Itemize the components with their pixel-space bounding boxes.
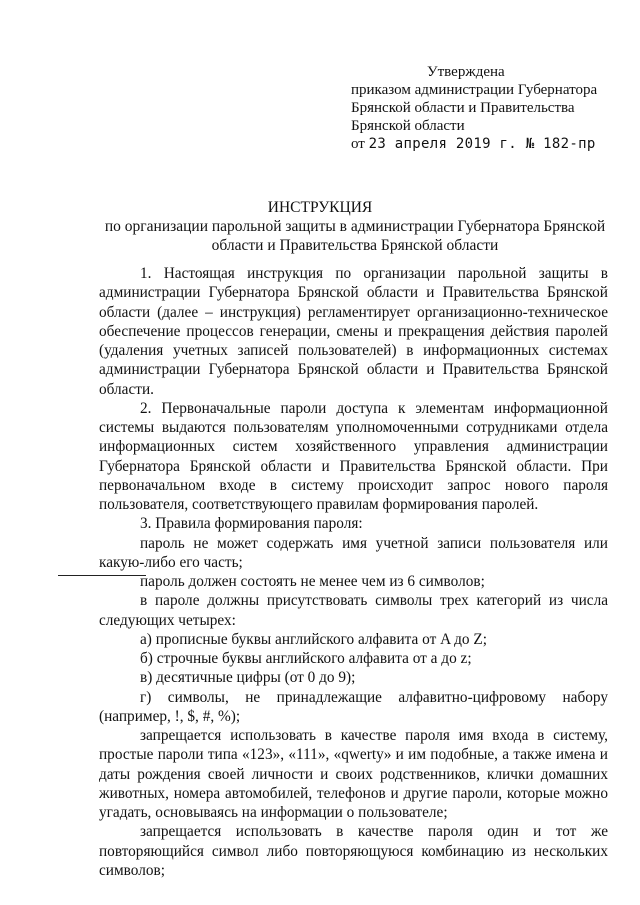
rule-subitem-b: б) строчные буквы английского алфавита от a до z; [140,650,472,667]
rule-subitem-a: а) прописные буквы английского алфавита от A до Z; [140,630,487,648]
document-subtitle: по организации парольной защиты в администрации Губернатора Брянской области и Правительства Брянской области [104,218,606,254]
document-title: ИНСТРУКЦИЯ [267,199,373,216]
approval-date-value: 23 апреля 2019 г. № 182-пр [368,136,596,152]
approval-line-2: Брянской области и Правительства [351,100,575,116]
approval-title: Утверждена [427,64,505,80]
rule-subitem-c: в) десятичные цифры (от 0 до 9); [140,669,356,687]
document-body [99,264,608,880]
approval-line-3: Брянской области [351,118,465,134]
rule-item: пароль должен состоять не менее чем из 6 символов; [140,573,485,590]
rule-subitem-d: г) символы, не принадлежащие алфавитно-цифровому набору (например, !, $, #, %); [99,688,608,725]
rule-item: запрещается использовать в качестве пароля один и тот же повторяющийся символ либо повторяющуюся комбинацию из нескольких символов; [99,823,608,879]
paragraph-3: 3. Правила формирования пароля: [140,515,363,533]
paragraph-1: 1. Настоящая инструкция по организации парольной защиты в администрации Губернатора Брянской области и Правительства Брянской области (далее – инструкция) регламентирует организационно-техническое обеспечение процессов генерации, смены и прекращения действия паролей (удаления учетных записей пользователей) в информационных системах администрации Губернатора Брянской области и Правительства Брянской области. [99,265,608,398]
approval-block [351,63,621,153]
paragraph-2: 2. Первоначальные пароли доступа к элементам информационной системы выдаются пользователям уполномоченными сотрудниками отдела информационных систем хозяйственного управления администрации Губернатора Брянской области и Правительства Брянской области. При первоначальном входе в систему происходит запрос нового пароля пользователя, соответствующего правилам формирования паролей. [99,399,608,513]
rule-item: запрещается использовать в качестве пароля имя входа в систему, простые пароли типа «123», «111», «qwerty» и им подобные, а также имена и даты рождения своей личности и своих родственников, клички домашних животных, номера автомобилей, телефонов и другие пароли, которые можно угадать, основываясь на информации о пользователе; [99,727,608,821]
approval-date-line [351,135,621,153]
rule-item: в пароле должны присутствовать символы трех категорий из числа следующих четырех: [99,592,608,629]
rule-item: пароль не может содержать имя учетной записи пользователя или какую-либо его часть; [99,534,608,571]
approval-date-prefix: от [351,136,365,152]
approval-line-1: приказом администрации Губернатора [351,82,598,98]
